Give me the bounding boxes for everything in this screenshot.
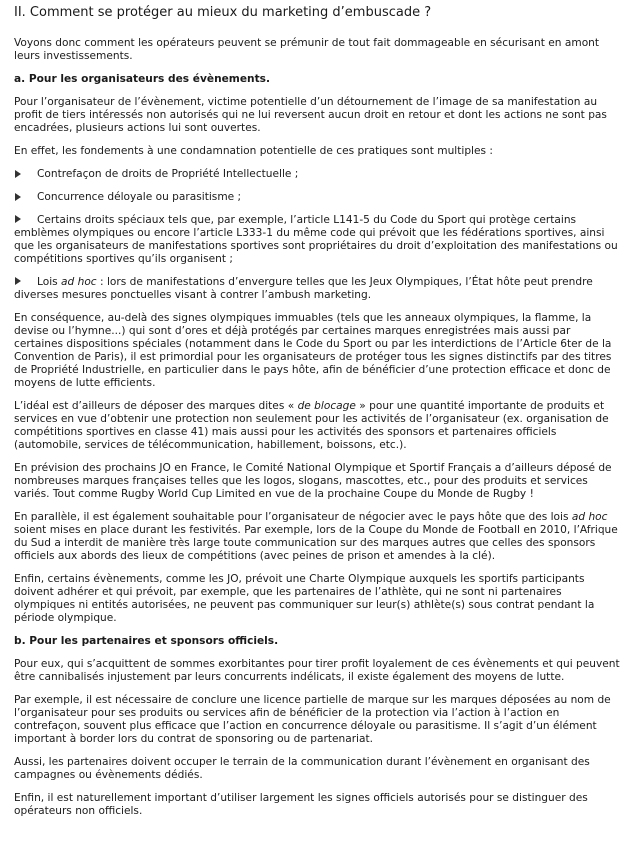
bullet-item — [14, 191, 622, 204]
paragraph-text-pre: L’idéal est d’ailleurs de déposer des marques dites « — [14, 400, 298, 412]
triangle-bullet-icon — [15, 170, 21, 178]
paragraph-text-italic: de blocage — [297, 400, 356, 412]
bullet-text: Certains droits spéciaux tels que, par exemple, l’article L141-5 du Code du Sport qui protège certains emblèmes olympiques ou encore l’article L333-1 du même code qui prévoit que les fédérations sportives, ainsi que les organisateurs de manifestations sportives sont propriétaires du droit d’exploitation des manifestations ou compétitions sportives qu’ils organisent ; — [14, 214, 618, 265]
paragraph-text-italic: ad hoc — [571, 511, 608, 523]
section-a-paragraph-4 — [14, 400, 622, 452]
bullet-item — [14, 276, 622, 302]
section-b-paragraph-2: Par exemple, il est nécessaire de conclure une licence partielle de marque sur les marques déposées au nom de l’organisateur pour ses produits ou services afin de bénéficier de la protection via l’action à l’action en contrefaçon, souvent plus efficace que l’action en concurrence déloyale ou parasitisme. Il s’agit d’un élément important à border lors du contrat de sponsoring ou de partenariat. — [14, 694, 611, 745]
section-a-paragraph-2: En effet, les fondements à une condamnation potentielle de ces pratiques sont multiples : — [14, 145, 493, 157]
section-b-paragraph-1: Pour eux, qui s’acquittent de sommes exorbitantes pour tirer profit loyalement de ces évènements et qui peuvent être cannibalisés injustement par leurs concurrents indélicats, il existe également des moyens de lutte. — [14, 658, 620, 683]
section-b-heading: b. Pour les partenaires et sponsors officiels. — [14, 635, 279, 647]
paragraph-text-post: » pour une quantité importante de produits et services en vue d’obtenir une protection non seulement pour les activités de l’organisateur (ex. organisation de compétitions sportives en classe 41) mais aussi pour les activités des sponsors et partenaires officiels (automobile, services de télécommunication, habillement, boissons, etc.). — [14, 400, 609, 451]
bullet-text: Concurrence déloyale ou parasitisme ; — [37, 191, 242, 203]
section-a-paragraph-5: En prévision des prochains JO en France, le Comité National Olympique et Sportif Français a d’ailleurs déposé de nombreuses marques françaises telles que les logos, slogans, mascottes, etc., pour des produits et services variés. Tout comme Rugby World Cup Limited en vue de la prochaine Coupe du Monde de Rugby ! — [14, 462, 612, 500]
intro-paragraph: Voyons donc comment les opérateurs peuvent se prémunir de tout fait dommageable en sécurisant en amont leurs investissements. — [14, 37, 600, 62]
bullet-item — [14, 214, 622, 266]
section-a-paragraph-1: Pour l’organisateur de l’évènement, victime potentielle d’un détournement de l’image de sa manifestation au profit de tiers intéressés non autorisés qui ne lui reversent aucun droit en retour et dont les actions ne sont pas encadrées, plusieurs actions lui sont ouvertes. — [14, 96, 607, 134]
triangle-bullet-icon — [15, 193, 21, 201]
section-b-paragraph-3: Aussi, les partenaires doivent occuper le terrain de la communication durant l’évènement en organisant des campagnes ou évènements dédiés. — [14, 756, 590, 781]
bullet-text: Contrefaçon de droits de Propriété Intellectuelle ; — [37, 168, 299, 180]
paragraph-text-post: soient mises en place durant les festivités. Par exemple, lors de la Coupe du Monde de Football en 2010, l’Afrique du Sud a interdit de manière très large toute communication sur des marques autres que celles des sponsors officiels aux abords des lieux de compétitions (avec peines de prison et amendes à la clé). — [14, 524, 618, 562]
section-a-paragraph-7: Enfin, certains évènements, comme les JO, prévoit une Charte Olympique auxquels les sportifs participants doivent adhérer et qui prévoit, par exemple, que les partenaires de l’athlète, qui ne sont ni partenaires olympiques ni entités autorisées, ne peuvent pas communiquer sur leur(s) athlète(s) sous contrat pendant la période olympique. — [14, 573, 595, 624]
page-title: II. Comment se protéger au mieux du marketing d’embuscade ? — [14, 5, 432, 20]
triangle-bullet-icon — [15, 277, 21, 285]
section-a-paragraph-6 — [14, 511, 622, 563]
section-b-paragraph-4: Enfin, il est naturellement important d’utiliser largement les signes officiels autorisés pour se distinguer des opérateurs non officiels. — [14, 792, 588, 817]
bullet-item — [14, 168, 622, 181]
bullet-text-italic: ad hoc — [61, 276, 97, 288]
paragraph-text-pre: En parallèle, il est également souhaitable pour l’organisateur de négocier avec le pays hôte que des lois — [14, 511, 572, 523]
section-a-paragraph-3: En conséquence, au-delà des signes olympiques immuables (tels que les anneaux olympiques, la flamme, la devise ou l’hymne...) qui sont d’ores et déjà protégés par certaines marques enregistrées mais aussi par certaines dispositions spéciales (notamment dans le Code du Sport ou par les interdictions de l’Article 6ter de la Convention de Paris), il est primordial pour les organisateurs de protéger tous les signes distinctifs par des titres de Propriété Industrielle, en particulier dans le pays hôte, afin de bénéficier d’une protection efficace et donc de moyens de lutte efficients. — [14, 312, 612, 389]
bullet-text-pre: Lois — [37, 276, 62, 288]
bullet-text-post: : lors de manifestations d’envergure telles que les Jeux Olympiques, l’État hôte peut prendre diverses mesures ponctuelles visant à contrer l’ambush marketing. — [14, 276, 593, 301]
triangle-bullet-icon — [15, 215, 21, 223]
section-a-heading: a. Pour les organisateurs des évènements. — [14, 73, 270, 85]
